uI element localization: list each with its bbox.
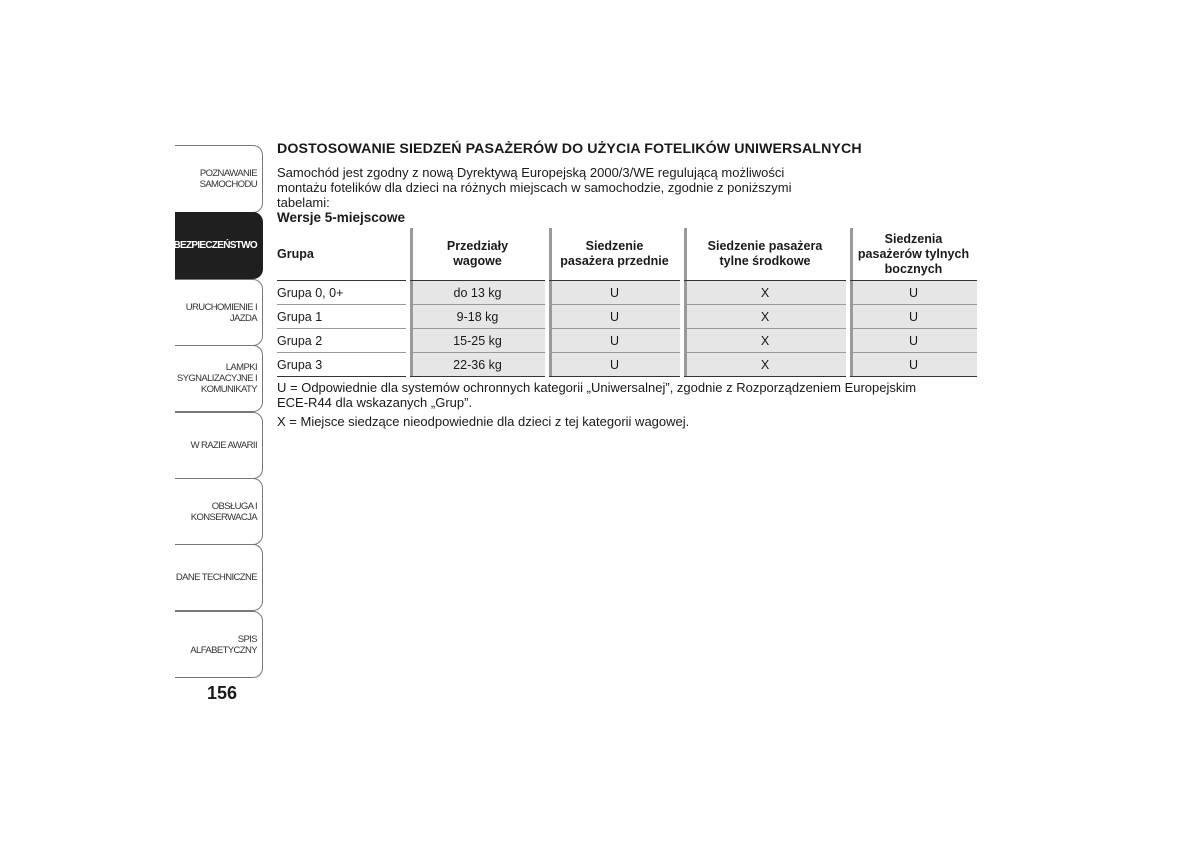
main-content [277,141,977,433]
cell-rear-center: X [682,329,848,353]
tab-w-razie-awarii[interactable]: W RAZIE AWARII [175,412,263,479]
legend-note-u: U = Odpowiednie dla systemów ochronnych kategorii „Uniwersalnej”, zgodnie z Rozporządzeniem Europejskim ECE-R44 dla wskazanych „Grup”. [277,380,917,410]
table-subheading: Wersje 5-miejscowe [277,210,406,225]
tab-uruchomienie-i-jazda[interactable]: URUCHOMIENIE I JAZDA [175,279,263,346]
legend-notes [277,380,917,429]
cell-rear-center: X [682,353,848,377]
table-row [277,353,977,377]
tab-poznawanie-samochodu[interactable]: POZNAWANIE SAMOCHODU [175,145,263,213]
cell-group: Grupa 0, 0+ [277,281,408,305]
tab-spis-alfabetyczny[interactable]: SPIS ALFABETYCZNY [175,611,263,678]
cell-group: Grupa 3 [277,353,408,377]
header-przedzialy-wagowe: Przedziały wagowe [408,228,547,281]
cell-front-seat: U [547,329,682,353]
cell-group: Grupa 2 [277,329,408,353]
cell-rear-side: U [848,353,977,377]
table-header-row [277,228,977,281]
cell-rear-center: X [682,305,848,329]
child-seat-table [277,228,977,377]
table-row [277,305,977,329]
header-siedzenia-tylne-boczne: Siedzenia pasażerów tylnych bocznych [848,228,977,281]
cell-weight-range: 22-36 kg [408,353,547,377]
cell-weight-range: do 13 kg [408,281,547,305]
tab-bezpieczenstwo[interactable]: BEZPIECZEŃSTWO [175,212,263,279]
tab-lampki-sygnalizacyjne[interactable]: LAMPKI SYGNALIZACYJNE I KOMUNIKATY [175,345,263,412]
cell-weight-range: 9-18 kg [408,305,547,329]
table-row [277,329,977,353]
cell-rear-side: U [848,305,977,329]
tab-obsluga-i-konserwacja[interactable]: OBSŁUGA I KONSERWACJA [175,478,263,545]
cell-front-seat: U [547,353,682,377]
legend-note-x: X = Miejsce siedzące nieodpowiednie dla dzieci z tej kategorii wagowej. [277,414,690,429]
header-grupa: Grupa [277,228,408,281]
cell-rear-side: U [848,329,977,353]
page-number: 156 [207,683,238,703]
header-siedzenie-tylne-srodkowe: Siedzenie pasażera tylne środkowe [682,228,848,281]
cell-front-seat: U [547,281,682,305]
cell-rear-center: X [682,281,848,305]
intro-paragraph: Samochód jest zgodny z nową Dyrektywą Europejską 2000/3/WE regulującą możliwości montażu fotelików dla dzieci na różnych miejscach w samochodzie, zgodnie z poniższymi tabelami: [277,165,792,210]
header-siedzenie-przednie: Siedzenie pasażera przednie [547,228,682,281]
cell-group: Grupa 1 [277,305,408,329]
tab-dane-techniczne[interactable]: DANE TECHNICZNE [175,544,263,611]
section-heading: DOSTOSOWANIE SIEDZEŃ PASAŻERÓW DO UŻYCIA FOTELIKÓW UNIWERSALNYCH [277,141,862,157]
table-row [277,281,977,305]
cell-front-seat: U [547,305,682,329]
cell-weight-range: 15-25 kg [408,329,547,353]
cell-rear-side: U [848,281,977,305]
